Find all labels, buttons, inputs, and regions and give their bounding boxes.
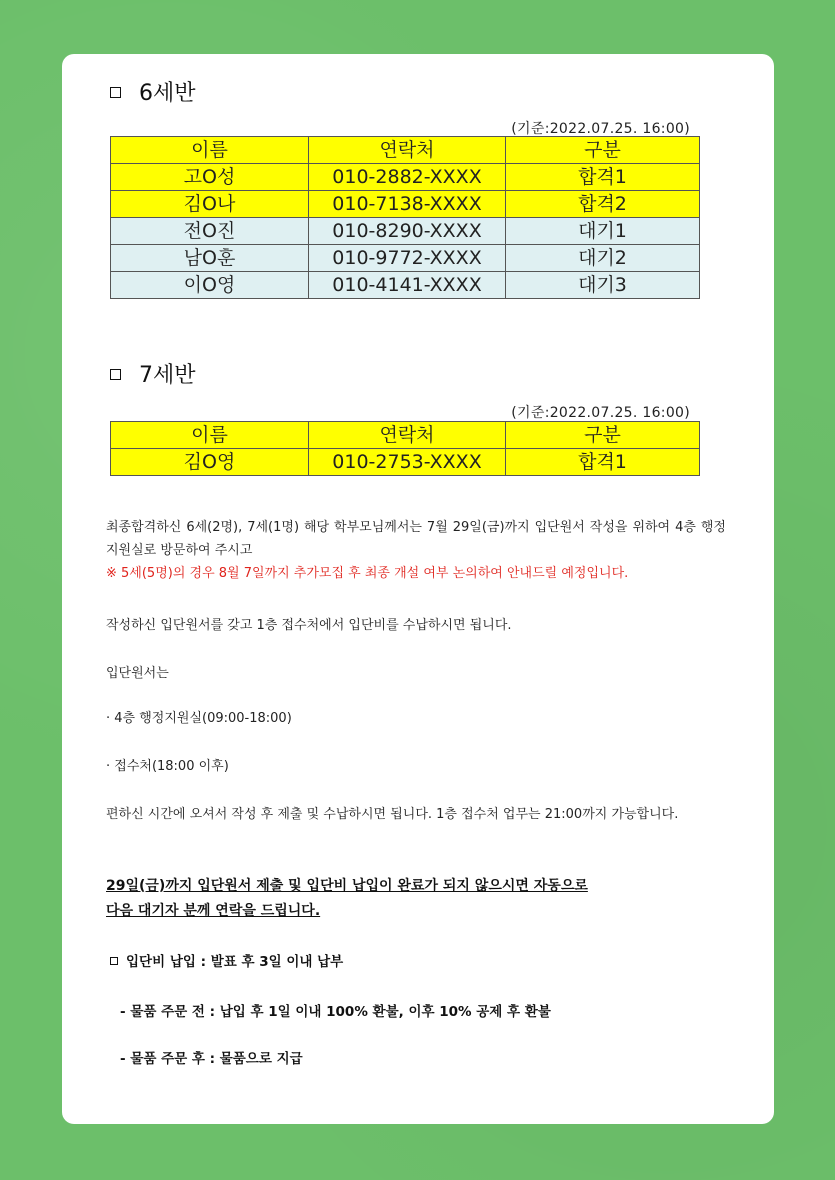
cell-status: 합격1 [506, 164, 700, 191]
fee-before-order: - 물품 주문 전 : 납입 후 1일 이내 100% 환불, 이후 10% 공제 후 환불 [120, 1004, 551, 1020]
notice-paragraph [106, 516, 726, 585]
header-status: 구분 [506, 137, 700, 164]
table-row [111, 245, 700, 272]
header-status: 구분 [506, 422, 700, 449]
section-title-7-text: 7세반 [139, 363, 196, 388]
table-header-row [111, 422, 700, 449]
header-contact: 연락처 [309, 422, 506, 449]
cell-name: 고O성 [111, 164, 309, 191]
section-title-6-text: 6세반 [139, 81, 196, 106]
cell-contact: 010-8290-XXXX [309, 218, 506, 245]
cell-name: 김O영 [111, 449, 309, 476]
fee-title [110, 950, 343, 970]
table-row [111, 449, 700, 476]
notice-bullet-admin: · 4층 행정지원실(09:00-18:00) [106, 711, 292, 726]
cell-name: 남O훈 [111, 245, 309, 272]
fee-after-order: - 물품 주문 후 : 물품으로 지급 [120, 1051, 303, 1067]
notice-hours-text: 편하신 시간에 오셔서 작성 후 제출 및 수납하시면 됩니다. 1층 접수처 업무는 21:00까지 가능합니다. [106, 807, 679, 822]
cell-status: 합격1 [506, 449, 700, 476]
results-table-6 [110, 136, 700, 299]
document-page [62, 54, 774, 1124]
header-name: 이름 [111, 422, 309, 449]
cell-name: 전O진 [111, 218, 309, 245]
table-row [111, 191, 700, 218]
section-title-7 [110, 358, 196, 389]
notice-form-intro: 입단원서는 [106, 666, 169, 681]
header-name: 이름 [111, 137, 309, 164]
cell-contact: 010-2753-XXXX [309, 449, 506, 476]
square-bullet-icon [110, 87, 121, 98]
section-title-6 [110, 76, 196, 107]
cell-status: 대기2 [506, 245, 700, 272]
cell-name: 김O나 [111, 191, 309, 218]
cell-status: 대기3 [506, 272, 700, 299]
cell-name: 이O영 [111, 272, 309, 299]
header-contact: 연락처 [309, 137, 506, 164]
deadline-warning [106, 874, 726, 924]
cell-contact: 010-4141-XXXX [309, 272, 506, 299]
table-row [111, 164, 700, 191]
notice-red-note: ※ 5세(5명)의 경우 8월 7일까지 추가모집 후 최종 개설 여부 논의하여 안내드릴 예정입니다. [106, 566, 629, 581]
basis-timestamp-7: (기준:2022.07.25. 16:00) [511, 405, 690, 421]
table-row [111, 272, 700, 299]
cell-status: 대기1 [506, 218, 700, 245]
results-table-7 [110, 421, 700, 476]
cell-contact: 010-2882-XXXX [309, 164, 506, 191]
deadline-warning-line-1: 29일(금)까지 입단원서 제출 및 입단비 납입이 완료가 되지 않으시면 자동으로 [106, 878, 588, 894]
cell-status: 합격2 [506, 191, 700, 218]
cell-contact: 010-7138-XXXX [309, 191, 506, 218]
square-bullet-icon [110, 957, 118, 965]
notice-bullet-reception: · 접수처(18:00 이후) [106, 759, 229, 774]
square-bullet-icon [110, 369, 121, 380]
table-header-row [111, 137, 700, 164]
cell-contact: 010-9772-XXXX [309, 245, 506, 272]
notice-payment-text: 작성하신 입단원서를 갖고 1층 접수처에서 입단비를 수납하시면 됩니다. [106, 618, 512, 633]
notice-text-1: 최종합격하신 6세(2명), 7세(1명) 해당 학부모님께서는 7월 29일(금)까지 입단원서 작성을 위하여 4층 행정지원실로 방문하여 주시고 [106, 520, 726, 558]
basis-timestamp-6: (기준:2022.07.25. 16:00) [511, 121, 690, 137]
table-row [111, 218, 700, 245]
deadline-warning-line-2: 다음 대기자 분께 연락을 드립니다. [106, 903, 321, 919]
fee-title-text: 입단비 납입 : 발표 후 3일 이내 납부 [126, 954, 344, 970]
